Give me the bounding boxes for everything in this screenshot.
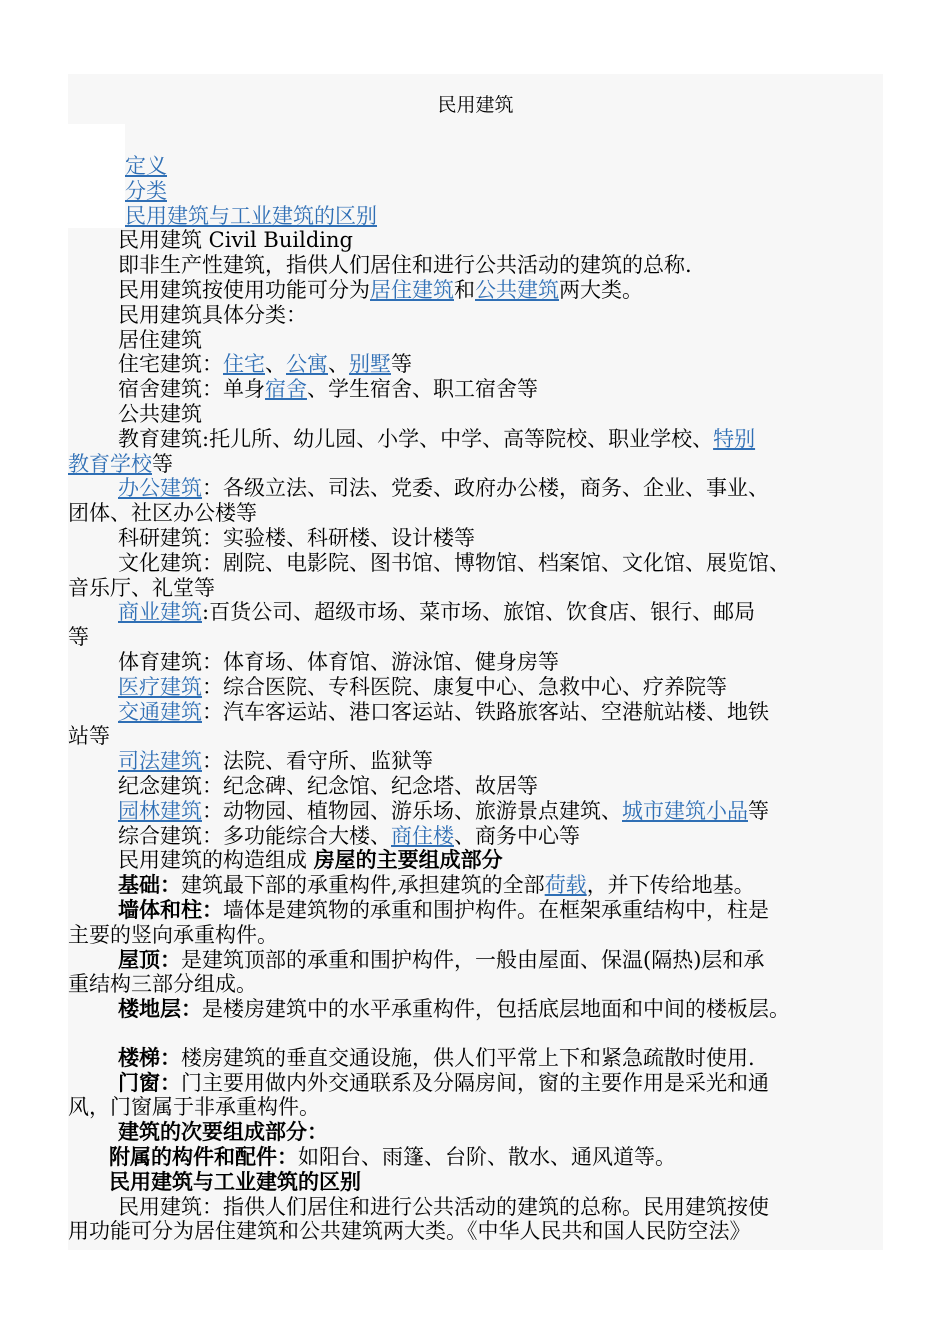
- link-medical[interactable]: 医疗建筑: [118, 674, 202, 699]
- sports-line: 体育建筑：体育场、体育馆、游泳馆、健身房等: [118, 649, 559, 674]
- page-title: 民用建筑: [437, 94, 514, 116]
- link-house[interactable]: 住宅: [223, 352, 265, 377]
- title-band: [68, 74, 883, 124]
- classify-line: 民用建筑按使用功能可分为居住建筑和公共建筑两大类。: [118, 277, 643, 302]
- doors-line: 门窗：门主要用做内外交通联系及分隔房间，窗的主要作用是采光和通: [118, 1070, 769, 1095]
- toc-item-definition: [68, 154, 898, 179]
- link-garden[interactable]: 园林建筑: [118, 798, 202, 823]
- link-load[interactable]: 荷载: [544, 873, 587, 898]
- link-villa[interactable]: 别墅: [349, 352, 391, 377]
- link-judicial[interactable]: 司法建筑: [118, 749, 202, 774]
- roof-line-cont: 重结构三部分组成。: [68, 972, 257, 997]
- roof-line: 屋顶：是建筑顶部的承重和围护构件，一般由屋面、保温(隔热)层和承: [118, 947, 765, 972]
- floor-line: 楼地层：是楼房建筑中的水平承重构件，包括底层地面和中间的楼板层。: [118, 997, 790, 1022]
- dorm-line: 宿舍建筑：单身宿舍、学生宿舍、职工宿舍等: [118, 377, 538, 402]
- research-line: 科研建筑：实验楼、科研楼、设计楼等: [118, 525, 475, 550]
- document-body: [68, 154, 898, 1244]
- attached-line: 附属的构件和配件：如阳台、雨篷、台阶、散水、通风道等。: [109, 1145, 676, 1170]
- toc-link-difference[interactable]: 民用建筑与工业建筑的区别: [125, 203, 377, 228]
- link-transport[interactable]: 交通建筑: [118, 699, 202, 724]
- edu-line-cont: 教育学校等: [68, 451, 173, 476]
- structure-line: 民用建筑的构造组成 房屋的主要组成部分: [118, 848, 503, 873]
- transport-line: 交通建筑：汽车客运站、港口客运站、铁路旅客站、空港航站楼、地铁: [118, 699, 769, 724]
- edu-line: 教育建筑:托儿所、幼儿园、小学、中学、高等院校、职业学校、特别: [118, 426, 756, 451]
- diff-line: 民用建筑：指供人们居住和进行公共活动的建筑的总称。民用建筑按使: [118, 1194, 769, 1219]
- link-dorm[interactable]: 宿舍: [265, 377, 307, 402]
- link-special-edu-a[interactable]: 特别: [713, 426, 756, 451]
- secondary-line: 建筑的次要组成部分：: [118, 1120, 328, 1145]
- medical-line: 医疗建筑：综合医院、专科医院、康复中心、急救中心、疗养院等: [118, 674, 727, 699]
- housing-line: 住宅建筑：住宅、公寓、别墅等: [118, 352, 412, 377]
- culture-line: 文化建筑：剧院、电影院、图书馆、博物馆、档案馆、文化馆、展览馆、: [118, 550, 790, 575]
- doors-line-cont: 风，门窗属于非承重构件。: [68, 1095, 320, 1120]
- garden-line: 园林建筑：动物园、植物园、游乐场、旅游景点建筑、城市建筑小品等: [118, 798, 769, 823]
- wall-line: 墙体和柱：墙体是建筑物的承重和围护构件。在框架承重结构中，柱是: [118, 897, 769, 922]
- toc-link-classification[interactable]: 分类: [125, 178, 167, 203]
- complex-line: 综合建筑：多功能综合大楼、商住楼、商务中心等: [118, 823, 580, 848]
- link-mixed-use[interactable]: 商住楼: [391, 823, 454, 848]
- definition-line: 即非生产性建筑，指供人们居住和进行公共活动的建筑的总称.: [118, 253, 692, 278]
- toc-item-classification: [68, 179, 898, 204]
- residential-line: 居住建筑: [118, 327, 202, 352]
- link-residential[interactable]: 居住建筑: [370, 277, 454, 302]
- judicial-line: 司法建筑：法院、看守所、监狱等: [118, 749, 433, 774]
- memorial-line: 纪念建筑：纪念碑、纪念馆、纪念塔、故居等: [118, 773, 538, 798]
- specific-line: 民用建筑具体分类：: [118, 302, 307, 327]
- link-public[interactable]: 公共建筑: [475, 277, 559, 302]
- office-line-cont: 团体、社区办公楼等: [68, 501, 257, 526]
- transport-line-cont: 站等: [68, 724, 110, 749]
- office-line: 办公建筑：各级立法、司法、党委、政府办公楼，商务、企业、事业、: [118, 476, 769, 501]
- public-line: 公共建筑: [118, 401, 202, 426]
- diff-line-cont: 用功能可分为居住建筑和公共建筑两大类。《中华人民共和国人民防空法》: [68, 1219, 751, 1244]
- link-apartment[interactable]: 公寓: [286, 352, 328, 377]
- culture-line-cont: 音乐厅、礼堂等: [68, 575, 215, 600]
- foundation-line: 基础：建筑最下部的承重构件,承担建筑的全部荷载，并下传给地基。: [118, 873, 755, 898]
- toc-item-difference: [68, 204, 898, 229]
- link-commerce[interactable]: 商业建筑: [118, 600, 202, 625]
- link-office[interactable]: 办公建筑: [118, 476, 202, 501]
- commerce-line-cont: 等: [68, 625, 89, 650]
- heading-line: 民用建筑 Civil Building: [118, 228, 353, 253]
- toc-link-definition[interactable]: 定义: [125, 154, 167, 178]
- stairs-line: 楼梯：楼房建筑的垂直交通设施，供人们平常上下和紧急疏散时使用.: [118, 1045, 755, 1070]
- commerce-line: 商业建筑:百货公司、超级市场、菜市场、旅馆、饮食店、银行、邮局: [118, 600, 756, 625]
- diff-heading: 民用建筑与工业建筑的区别: [109, 1169, 361, 1194]
- wall-line-cont: 主要的竖向承重构件。: [68, 922, 278, 947]
- link-city-sketch[interactable]: 城市建筑小品: [622, 798, 748, 823]
- link-special-edu-b[interactable]: 教育学校: [68, 451, 152, 476]
